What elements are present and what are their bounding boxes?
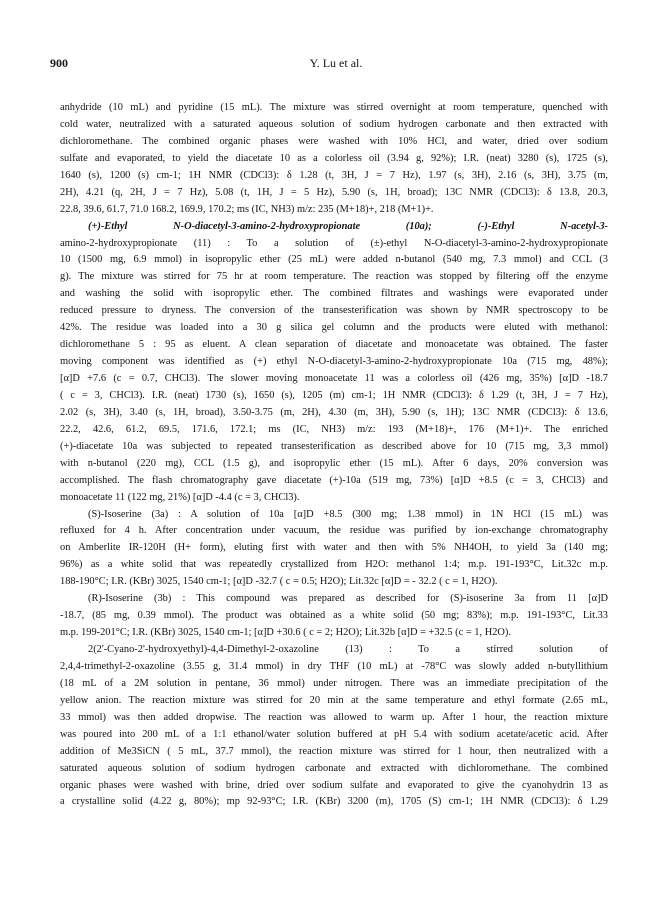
text-line: (18 mL of a 2M solution in pentane, 36 mmol) under nitrogen. There was an immediate precipitation of the xyxy=(60,677,608,689)
text-line: yellow anion. The reaction mixture was stirred for 20 min at the same temperature and ethyl formate (2.65 mL, xyxy=(60,694,608,706)
text-line: addition of Me3SiCN ( 5 mL, 37.7 mmol), the reaction mixture was stirred for 1 hour, then neutralized with a xyxy=(60,745,608,757)
text-line: [α]D +7.6 (c = 0.7, CHCl3). The slower moving monoacetate 11 was a colorless oil (426 mg, 35%) [α]D -18.7 xyxy=(60,373,608,384)
text-line: 188-190°C; I.R. (KBr) 3025, 1540 cm-1; [α]D -32.7 ( c = 0.5; H2O); Lit.32c [α]D = - 32.2 ( c = 1, H2O). xyxy=(60,576,498,588)
text-line: -18.7, (85 mg, 0.39 mmol). The product was obtained as a white solid (50 mg; 83%); m.p. 191-193°C, Lit.33 xyxy=(60,610,608,622)
text-line: accomplished. The flash chromatography gave diacetate (+)-10a (519 mg, 73%) [α]D +8.5 (c = 3, CHCl3) and xyxy=(60,474,608,486)
text-line: a crystalline solid (4.22 g, 80%); mp 92-93°C; I.R. (KBr) 3200 (m), 1705 (S) cm-1; 1H NMR (CDCl3): δ 1.29 xyxy=(60,796,608,808)
text-line: m.p. 199-201°C; I.R. (KBr) 3025, 1540 cm-1; [α]D +30.6 ( c = 2; H2O); Lit.32b [α]D = +32.5 (c = 1, H2O). xyxy=(60,627,511,639)
text-line: sulfate and evaporated, to yield the diacetate 10 as a colorless oil (3.94 g, 92%); I.R. (neat) 3280 (s), 1725 (s), xyxy=(60,152,608,164)
body-text xyxy=(60,100,608,811)
text-line: anhydride (10 mL) and pyridine (15 mL). The mixture was stirred overnight at room temperature, quenched with xyxy=(60,102,608,113)
text-line: ( c = 3, CHCl3). I.R. (neat) 1730 (s), 1650 (s), 1205 (m) cm-1; 1H NMR (CDCl3): δ 1.29 (t, 3H, J = 7 Hz), xyxy=(60,389,608,401)
text-line: moving component was identified as (+) ethyl N-O-diacetyl-3-amino-2-hydroxypropionate 10a (715 mg, 48%); xyxy=(60,356,608,368)
text-line: 10 (1500 mg, 6.9 mmol) in isopropylic ether (25 mL) were added n-butanol (540 mg, 7.3 mmol) and CCL (3 xyxy=(60,254,608,266)
text-line: monoacetate 11 (122 mg, 21%) [α]D -4.4 (c = 3, CHCl3). xyxy=(60,491,300,503)
text-line: g). The mixture was stirred for 75 hr at room temperature. The reaction was stopped by filtering off the enzyme xyxy=(60,271,608,283)
text-line: 42%. The residue was loaded into a 30 g silica gel column and the products were eluted with methanol: xyxy=(60,322,608,334)
text-line: 33 mmol) was then added dropwise. The reaction was allowed to warm up. After 1 hour, the reaction mixture xyxy=(60,711,608,723)
text-line: cold water, neutralized with a saturated aqueous solution of sodium hydrogen carbonate and then extracted with xyxy=(60,118,608,130)
text-line: dichloromethane. The combined organic phases were washed with 10% HCl, and water, dried over sodium xyxy=(60,135,608,147)
text-line: was poured into 200 mL of a 1:1 ethanol/water solution buffered at pH 5.4 with sodium acetate/acetic acid. After xyxy=(60,728,608,740)
text-line: dichloromethane 5 : 95 as eluent. A clean separation of diacetate and monoacetate was obtained. The faster xyxy=(60,339,608,351)
text-line: on Amberlite IR-120H (H+ form), eluting first with water and then with 5% NH4OH, to yield 3a (140 mg; xyxy=(60,542,608,554)
text-line: 22.8, 39.6, 61.7, 71.0 168.2, 169.9, 170.2; ms (IC, NH3) m/z: 235 (M+18)+, 218 (M+1)+. xyxy=(60,203,434,215)
text-line: 2.02 (s, 3H), 3.40 (s, 1H, broad), 3.50-3.75 (m, 2H), 4.30 (m, 3H), 5.90 (s, 1H); 13C NMR (CDCl3): δ 13.6, xyxy=(60,406,608,418)
running-head: Y. Lu et al. xyxy=(309,56,363,70)
text-line: and washing the solid with isopropylic ether. The combined filtrates and washings were evaporated under xyxy=(60,288,608,300)
text-line: (S)-Isoserine (3a) : A solution of 10a [α]D +8.5 (300 mg; 1.38 mmol) in 1N HCl (15 mL) was xyxy=(88,508,608,520)
text-line: 2,4,4-trimethyl-2-oxazoline (3.55 g, 31.4 mmol) in dry THF (10 mL) at -78°C was slowly added n-butyllithium xyxy=(60,660,608,672)
text-line: reduced pressure to dryness. The conversion of the transesterification was shown by NMR spectroscopy to be xyxy=(60,305,608,317)
page-number: 900 xyxy=(50,56,68,70)
text-line: (R)-Isoserine (3b) : This compound was prepared as described for (S)-isoserine 3a from 11 [α]D xyxy=(88,593,608,605)
text-line: 22.2, 42.6, 61.2, 69.5, 171.6, 172.1; ms (IC, NH3) m/z: 193 (M+18)+, 176 (M+1)+. The enriched xyxy=(60,423,608,435)
text-line: 96%) as a white solid that was repeatedly crystallized from H2O: methanol 1:4; m.p. 191-193°C, Lit.32c m.p. xyxy=(60,559,608,571)
text-line: with n-butanol (220 mg), CCL (1.5 g), and isopropylic ether (15 mL). After 6 days, 20% conversion was xyxy=(60,457,608,469)
text-line: saturated aqueous solution of sodium hydrogen carbonate and extracted with dichloromethane. The combined xyxy=(60,762,608,774)
text-line: refluxed for 4 h. After concentration under vacuum, the residue was purified by ion-exchange chromatography xyxy=(60,525,608,537)
text-line: organic phases were washed with brine, dried over sodium sulfate and evaporated to give the cyanohydrin 13 as xyxy=(60,779,608,791)
text-line: amino-2-hydroxypropionate (11) : To a solution of (±)-ethyl N-O-diacetyl-3-amino-2-hydroxypropionate xyxy=(60,237,608,249)
text-line: (+)-Ethyl N-O-diacetyl-3-amino-2-hydroxypropionate (10a); (-)-Ethyl N-acetyl-3- xyxy=(88,220,608,232)
text-line: (+)-diacetate 10a was subjected to repeated transesterification as described above for 10 (715 mg, 3,3 mmol) xyxy=(60,440,608,452)
text-line: 1640 (s), 1200 (s) cm-1; 1H NMR (CDCl3): δ 1.28 (t, 3H, J = 7 Hz), 1.97 (s, 3H), 2.16 (s, 3H), 3.75 (m, xyxy=(60,169,608,181)
text-line: 2(2'-Cyano-2'-hydroxyethyl)-4,4-Dimethyl-2-oxazoline (13) : To a stirred solution of xyxy=(88,644,608,655)
text-line: 2H), 4.21 (q, 2H, J = 7 Hz), 5.08 (t, 1H, J = 5 Hz), 5.90 (s, 1H, broad); 13C NMR (CDCl3): δ 13.8, 20.3, xyxy=(60,186,608,198)
